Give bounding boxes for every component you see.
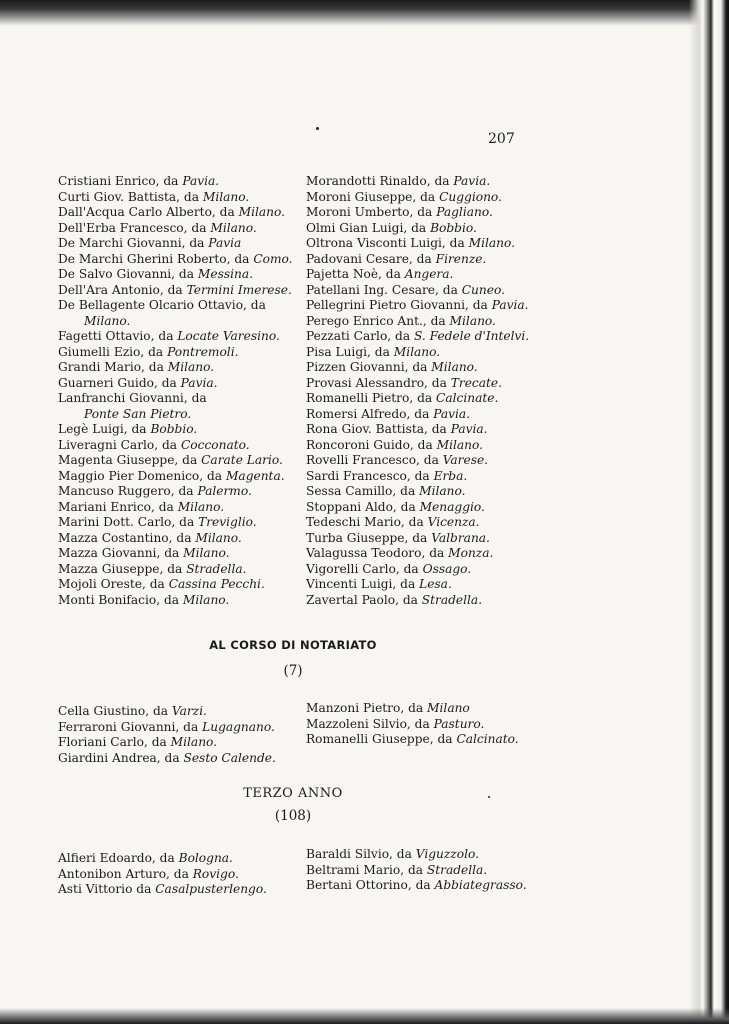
list-item: [306, 546, 546, 562]
person-name: Rovelli Francesco, da: [306, 453, 439, 467]
person-name: Vigorelli Carlo, da: [306, 561, 419, 576]
list-item: [306, 407, 546, 423]
place-name: Milano.: [210, 220, 257, 235]
list-item: [306, 847, 546, 863]
list-item: [58, 422, 290, 438]
person-name: Pajetta Noè, da: [306, 267, 401, 281]
list-item: [58, 500, 290, 516]
place-name: Bobbio.: [150, 422, 198, 436]
list-item: [58, 360, 290, 376]
place-name: Pavia: [208, 236, 242, 250]
place-name: Magenta.: [225, 468, 285, 483]
person-name: Moroni Giuseppe, da: [306, 189, 436, 204]
list-item: [58, 735, 298, 751]
place-name: Cassina Pecchi.: [168, 577, 265, 591]
person-name: Mazza Giuseppe, da: [58, 561, 183, 576]
list-item: [306, 593, 546, 609]
place-name: Valbrana.: [431, 530, 490, 545]
person-name: Mariani Enrico, da: [58, 499, 174, 514]
list-item: [306, 500, 546, 516]
place-name: Lugagnano.: [202, 719, 275, 734]
place-name: Milano: [427, 701, 470, 715]
person-name: Marini Dott. Carlo, da: [58, 515, 195, 529]
place-name: Firenze.: [435, 251, 487, 266]
place-name: Milano.: [84, 313, 131, 328]
section-heading-terzo-anno: TERZO ANNO: [243, 786, 343, 801]
list-item: [58, 236, 290, 252]
person-name: Ferraroni Giovanni, da: [58, 719, 199, 734]
place-name: Erba.: [433, 468, 468, 483]
page-number: 207: [488, 131, 515, 147]
list-item: [58, 376, 290, 392]
list-item: [306, 345, 546, 361]
place-name: Pavia.: [450, 422, 488, 436]
list-item: [58, 882, 298, 898]
place-name: Bologna.: [178, 851, 233, 865]
list-item: [58, 345, 290, 361]
person-name: Dell'Ara Antonio, da: [58, 282, 183, 297]
person-name: Pezzati Carlo, da: [306, 329, 411, 343]
person-name: Legè Luigi, da: [58, 422, 147, 436]
person-name: Romanelli Pietro, da: [306, 391, 433, 405]
list-item: [58, 251, 293, 268]
main-list-left-column: [58, 174, 293, 608]
person-name: Manzoni Pietro, da: [306, 701, 424, 715]
place-name: Milano.: [177, 499, 225, 514]
place-name: Cuneo.: [461, 282, 505, 297]
person-name: Maggio Pier Domenico, da: [58, 468, 223, 483]
place-name: Pavia.: [180, 375, 218, 390]
place-name: Vicenza.: [427, 515, 480, 529]
list-item: [306, 878, 546, 894]
place-name: Stradella.: [426, 862, 488, 877]
person-name: Pisa Luigi, da: [306, 344, 390, 359]
list-item: [306, 236, 546, 252]
place-name: Monza.: [448, 546, 494, 560]
person-name: Antonibon Arturo, da: [58, 866, 189, 881]
person-name: Cristiani Enrico, da: [58, 174, 179, 188]
person-name: Dell'Erba Francesco, da: [58, 220, 207, 235]
place-name: Viguzzolo.: [415, 847, 479, 861]
place-name: Carate Lario.: [201, 453, 283, 467]
list-item: [58, 205, 290, 221]
person-name: Padovani Cesare, da: [306, 251, 432, 266]
place-name: Stradella.: [421, 592, 483, 607]
place-name: Sesto Calende.: [183, 750, 276, 765]
list-item: [58, 484, 290, 500]
person-name: Floriani Carlo, da: [58, 735, 167, 749]
place-name: Cuggiono.: [439, 189, 502, 204]
list-item: [58, 546, 290, 562]
person-name: Rona Giov. Battista, da: [306, 422, 447, 436]
place-name: Pavia.: [433, 406, 471, 421]
list-item: [58, 174, 290, 190]
person-name: Patellani Ing. Cesare, da: [306, 282, 458, 297]
notariato-left-column: [58, 704, 298, 766]
place-name: Ponte San Pietro.: [84, 406, 192, 421]
list-item: [306, 701, 546, 717]
place-name: Varzi.: [171, 704, 207, 718]
person-name: Dall'Acqua Carlo Alberto, da: [58, 205, 235, 219]
person-name: De Salvo Giovanni, da: [58, 267, 195, 281]
speck: [316, 127, 319, 130]
list-item: [306, 422, 546, 438]
person-name: Mancuso Ruggero, da: [58, 484, 194, 498]
scan-bottom-edge: [0, 1008, 729, 1024]
place-name: Como.: [253, 251, 293, 266]
person-name: Asti Vittorio da: [58, 882, 152, 896]
list-item: [306, 267, 546, 283]
person-name: Pellegrini Pietro Giovanni, da: [306, 298, 488, 312]
place-name: Messina.: [197, 267, 253, 281]
person-name: Tedeschi Mario, da: [306, 515, 424, 529]
place-name: Pagliano.: [436, 205, 493, 219]
list-item: [306, 329, 546, 345]
person-name: Provasi Alessandro, da: [306, 375, 447, 390]
place-name: Milano.: [431, 360, 478, 374]
list-item: [58, 531, 290, 547]
place-name: Casalpusterlengo.: [155, 882, 267, 896]
list-item: [58, 453, 290, 469]
place-name: Rovigo.: [192, 866, 239, 881]
place-name: Pavia.: [491, 298, 529, 312]
place-name: Menaggio.: [419, 499, 485, 514]
list-item: [306, 221, 546, 237]
list-item: [58, 267, 290, 283]
list-item: [58, 867, 298, 883]
place-name: Ossago.: [422, 561, 472, 576]
list-item: [306, 360, 546, 376]
person-name: Fagetti Ottavio, da: [58, 329, 174, 343]
place-name: S. Fedele d'Intelvi.: [414, 329, 530, 343]
person-name: De Marchi Gherini Roberto, da: [58, 251, 250, 266]
list-item: [306, 863, 546, 879]
person-name: Oltrona Visconti Luigi, da: [306, 236, 465, 250]
list-item: [306, 190, 546, 206]
list-item: [58, 283, 290, 299]
person-name: De Bellagente Olcario Ottavio, da: [58, 298, 266, 312]
list-item: [58, 577, 290, 593]
place-name: Milano.: [393, 344, 441, 359]
list-item: [58, 562, 290, 578]
list-item: [58, 751, 298, 767]
list-item: [306, 298, 546, 314]
list-item: [58, 515, 290, 531]
person-name: Mazza Giovanni, da: [58, 546, 180, 560]
notariato-right-column: [306, 701, 546, 748]
person-name: Baraldi Silvio, da: [306, 847, 412, 861]
list-item: [306, 562, 546, 578]
list-item: [58, 469, 290, 485]
list-item: [306, 717, 546, 733]
list-item: [58, 851, 298, 867]
list-item: [306, 438, 546, 454]
list-item: [306, 577, 546, 593]
list-item: [58, 329, 290, 345]
place-name: Pavia.: [453, 174, 491, 188]
list-item: [58, 221, 290, 237]
person-name: Roncoroni Guido, da: [306, 437, 433, 452]
terzo-anno-right-column: [306, 847, 546, 894]
place-name: Pavia.: [182, 174, 220, 188]
list-item: [306, 391, 546, 407]
list-item: [58, 720, 298, 736]
list-item: [58, 704, 298, 720]
terzo-anno-left-column: [58, 851, 298, 898]
person-name: Mazzoleni Silvio, da: [306, 716, 430, 731]
place-name: Locate Varesino.: [177, 329, 280, 343]
person-name: Mazza Costantino, da: [58, 530, 192, 545]
place-name: Abbiategrasso.: [434, 878, 527, 892]
person-name: De Marchi Giovanni, da: [58, 236, 205, 250]
person-name: Vincenti Luigi, da: [306, 577, 416, 591]
scan-right-edge: [689, 0, 729, 1024]
person-name: Bertani Ottorino, da: [306, 878, 431, 892]
person-name: Mojoli Oreste, da: [58, 577, 165, 591]
place-name: Calcinato.: [456, 732, 519, 746]
person-name: Morandotti Rinaldo, da: [306, 174, 450, 188]
person-name: Liveragni Carlo, da: [58, 437, 178, 452]
list-item: [306, 531, 546, 547]
person-name: Monti Bonifacio, da: [58, 592, 180, 607]
list-item: [58, 438, 290, 454]
person-name: Perego Enrico Ant., da: [306, 313, 446, 328]
person-name: Giardini Andrea, da: [58, 750, 180, 765]
list-item: [306, 205, 546, 221]
list-item: [306, 732, 546, 748]
person-name: Turba Giuseppe, da: [306, 530, 428, 545]
person-name: Zavertal Paolo, da: [306, 592, 418, 607]
person-name: Cella Giustino, da: [58, 704, 169, 718]
place-name: Treviglio.: [198, 515, 257, 529]
main-list-right-column: [306, 174, 546, 608]
person-name: Romersi Alfredo, da: [306, 406, 430, 421]
list-item: [306, 376, 546, 392]
section-heading-notariato: AL CORSO DI NOTARIATO: [209, 638, 377, 652]
list-item: [306, 453, 546, 469]
section-count-notariato: (7): [283, 663, 303, 679]
place-name: Cocconato.: [180, 437, 250, 452]
list-item: [58, 190, 290, 206]
person-name: Guarneri Guido, da: [58, 375, 177, 390]
place-name: Pontremoli.: [167, 344, 239, 359]
place-name: Milano.: [436, 437, 484, 452]
place-name: Termini Imerese.: [186, 282, 292, 297]
place-name: Milano.: [195, 530, 242, 545]
place-name: Milano.: [449, 313, 496, 328]
list-item: [58, 593, 290, 609]
place-name: Milano.: [468, 236, 515, 250]
place-name: Milano.: [419, 484, 466, 498]
place-name: Stradella.: [186, 561, 247, 576]
place-name: Milano.: [202, 189, 250, 204]
place-name: Varese.: [442, 453, 489, 467]
person-name: Lanfranchi Giovanni, da: [58, 391, 207, 405]
person-name: Romanelli Giuseppe, da: [306, 732, 453, 746]
list-item: [58, 391, 290, 422]
list-item: [306, 469, 546, 485]
place-name: Milano.: [183, 546, 230, 560]
person-name: Stoppani Aldo, da: [306, 499, 416, 514]
list-item: [306, 252, 546, 268]
list-item: [58, 298, 290, 329]
place-name: Milano.: [182, 592, 230, 607]
place-name: Trecate.: [450, 375, 502, 390]
person-name: Valagussa Teodoro, da: [306, 546, 445, 560]
person-name: Curti Giov. Battista, da: [58, 189, 199, 204]
person-name: Grandi Mario, da: [58, 360, 164, 374]
person-name: Beltrami Mario, da: [306, 862, 424, 877]
section-count-terzo-anno: (108): [274, 808, 312, 824]
place-name: Milano.: [238, 205, 285, 219]
place-name: Angera.: [404, 267, 454, 281]
place-name: Pasturo.: [433, 716, 485, 731]
list-item: [306, 174, 546, 190]
place-name: Lesa.: [419, 577, 452, 591]
person-name: Sessa Camillo, da: [306, 484, 416, 498]
place-name: Milano.: [167, 360, 215, 374]
list-item: [306, 283, 546, 299]
person-name: Pizzen Giovanni, da: [306, 360, 428, 374]
person-name: Alfieri Edoardo, da: [58, 851, 175, 865]
person-name: Olmi Gian Luigi, da: [306, 220, 427, 235]
place-name: Milano.: [170, 735, 218, 749]
person-name: Giumelli Ezio, da: [58, 344, 164, 359]
list-item: [306, 314, 546, 330]
person-name: Magenta Giuseppe, da: [58, 453, 198, 467]
person-name: Sardi Francesco, da: [306, 468, 430, 483]
place-name: Bobbio.: [430, 220, 477, 235]
scan-top-edge: [0, 0, 729, 26]
place-name: Calcinate.: [436, 391, 499, 405]
person-name: Moroni Umberto, da: [306, 205, 433, 219]
list-item: [306, 484, 546, 500]
place-name: Palermo.: [197, 484, 252, 498]
list-item: [306, 515, 546, 531]
